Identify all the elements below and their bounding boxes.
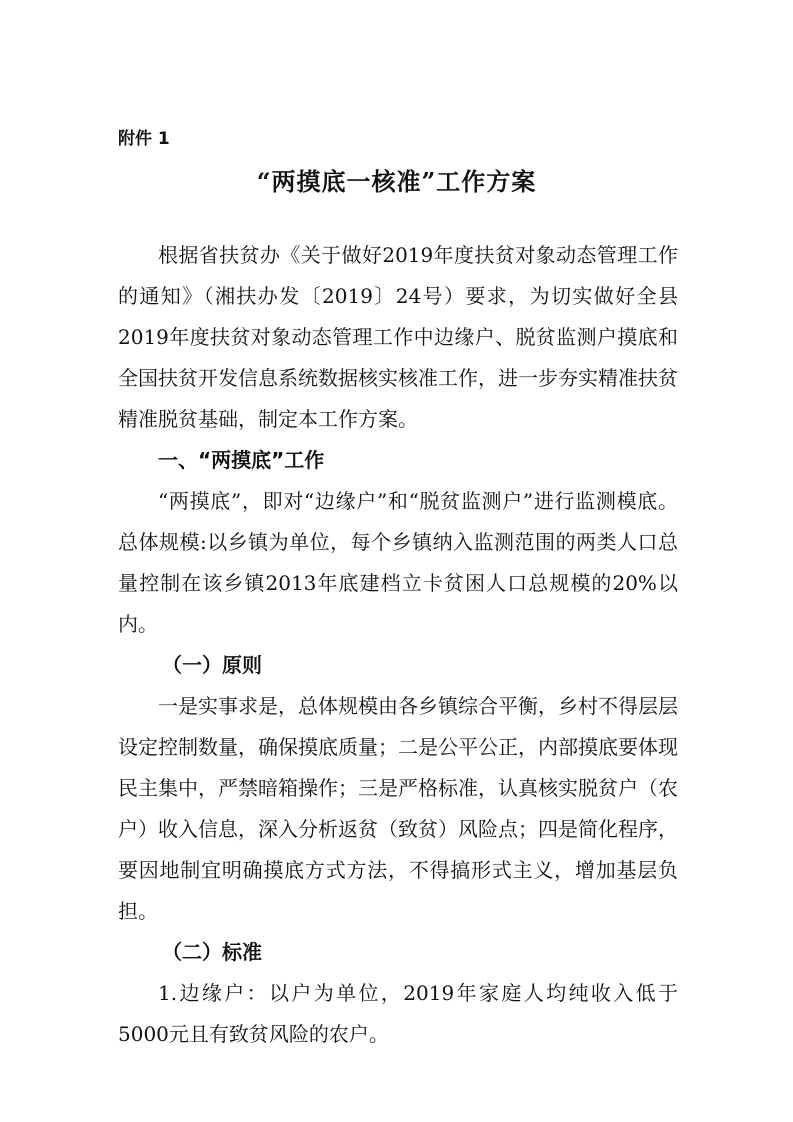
document-body (118, 235, 678, 1055)
section-1-paragraph: “两摸底”，即对“边缘户”和“脱贫监测户”进行监测模底。总体规模:以乡镇为单位，每个乡镇纳入监测范围的两类人口总量控制在该乡镇2013年底建档立卡贫困人口总规模的20%以内。 (118, 489, 678, 636)
subsection-2-heading: （二）标准 (162, 940, 262, 964)
subsection-1-heading: （一）原则 (162, 653, 262, 677)
subsection-1-paragraph: 一是实事求是，总体规模由各乡镇综合平衡，乡村不得层层设定控制数量，确保摸底质量；二是公平公正，内部摸底要体现民主集中，严禁暗箱操作；三是严格标准，认真核实脱贫户（农户）收入信息，深入分析返贫（致贫）风险点；四是简化程序，要因地制宜明确摸底方式方法，不得搞形式主义，增加基层负担。 (118, 694, 678, 923)
intro-paragraph: 根据省扶贫办《关于做好2019年度扶贫对象动态管理工作的通知》（湘扶办发〔2019〕24号）要求，为切实做好全县2019年度扶贫对象动态管理工作中边缘户、脱贫监测户摸底和全国扶贫开发信息系统数据核实核准工作，进一步夯实精准扶贫精准脱贫基础，制定本工作方案。 (118, 243, 678, 431)
section-1-heading: 一、“两摸底”工作 (158, 448, 325, 472)
subsection-2-paragraph: 1.边缘户：以户为单位，2019年家庭人均纯收入低于5000元且有致贫风险的农户。 (118, 981, 678, 1046)
attachment-label: 附件 1 (118, 129, 170, 149)
document-title: “两摸底一核准”工作方案 (256, 167, 537, 196)
